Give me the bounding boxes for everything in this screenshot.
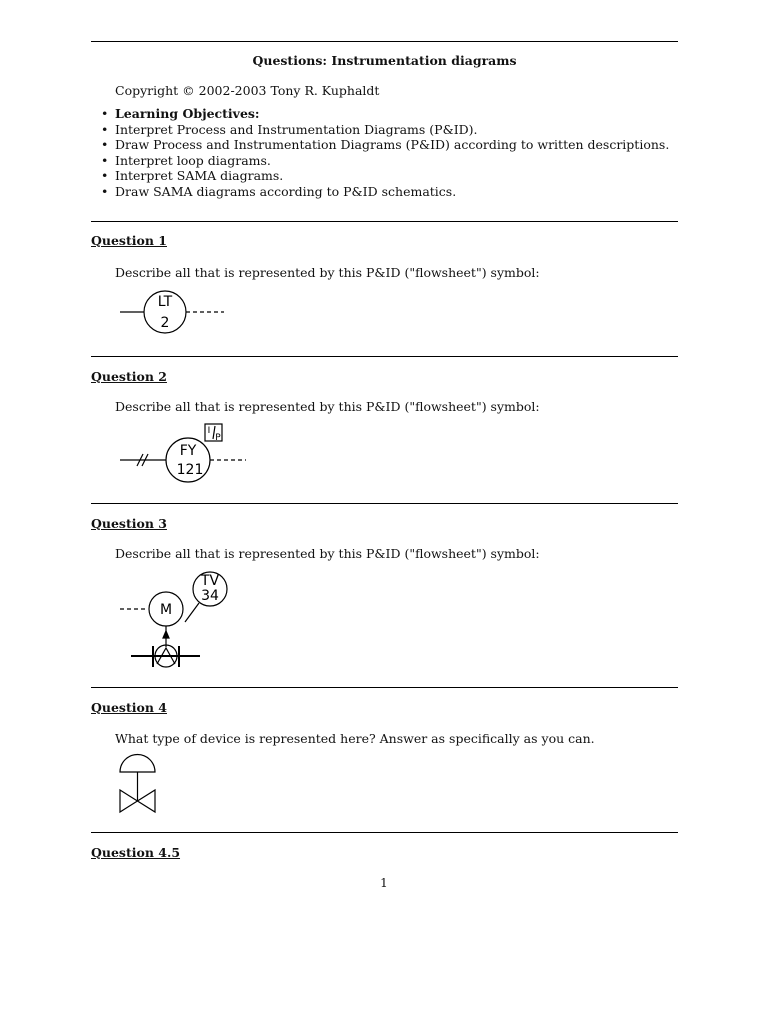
question-4-text: What type of device is represented here? Answer as specifically as you can. <box>115 731 595 746</box>
bullet-icon: • <box>101 137 109 152</box>
question-3-heading: Question 3 <box>91 516 167 531</box>
question-4-5-heading: Question 4.5 <box>91 845 181 860</box>
bullet-icon: • <box>101 152 109 168</box>
list-item: • Interpret Process and Instrumentation Diagrams (P&ID). <box>101 121 478 137</box>
question-2-text: Describe all that is represented by this P&ID ("flowsheet") symbol: <box>115 399 540 414</box>
list-item: • Interpret SAMA diagrams. <box>101 168 284 183</box>
question-4-heading: Question 4 <box>91 700 167 715</box>
q2-tag-letters: FY <box>179 443 197 459</box>
list-item: • Learning Objectives: <box>101 106 260 121</box>
bullet-icon: • <box>101 183 109 199</box>
bullet-icon: • <box>101 121 109 137</box>
q4-control-valve-symbol <box>120 755 155 812</box>
bullet-icon: • <box>101 106 109 121</box>
question-2-heading: Question 2 <box>91 369 167 384</box>
page-title: Questions: Instrumentation diagrams <box>252 53 517 68</box>
q1-tag-number: 2 <box>160 315 170 331</box>
q2-tag-number: 121 <box>176 462 204 478</box>
question-1-heading: Question 1 <box>91 233 167 248</box>
q3-tag-letters: TV <box>200 573 220 589</box>
question-1-text: Describe all that is represented by this P&ID ("flowsheet") symbol: <box>115 265 540 280</box>
q3-tag-number: 34 <box>201 588 219 604</box>
list-item: • Draw Process and Instrumentation Diagrams (P&ID) according to written descriptions. <box>101 137 670 152</box>
q2-box-bottom-letter: P <box>215 433 221 443</box>
copyright-line: Copyright © 2002-2003 Tony R. Kuphaldt <box>115 83 380 98</box>
q1-tag-letters: LT <box>157 294 173 310</box>
list-item: • Draw SAMA diagrams according to P&ID schematics. <box>101 183 457 199</box>
question-3-text: Describe all that is represented by this P&ID ("flowsheet") symbol: <box>115 546 540 561</box>
q3-motor-label: M <box>159 602 173 618</box>
list-item: • Interpret loop diagrams. <box>101 152 271 168</box>
bullet-icon: • <box>101 168 109 183</box>
q2-box-top-letter: I <box>207 426 211 436</box>
page-number: 1 <box>380 876 388 890</box>
